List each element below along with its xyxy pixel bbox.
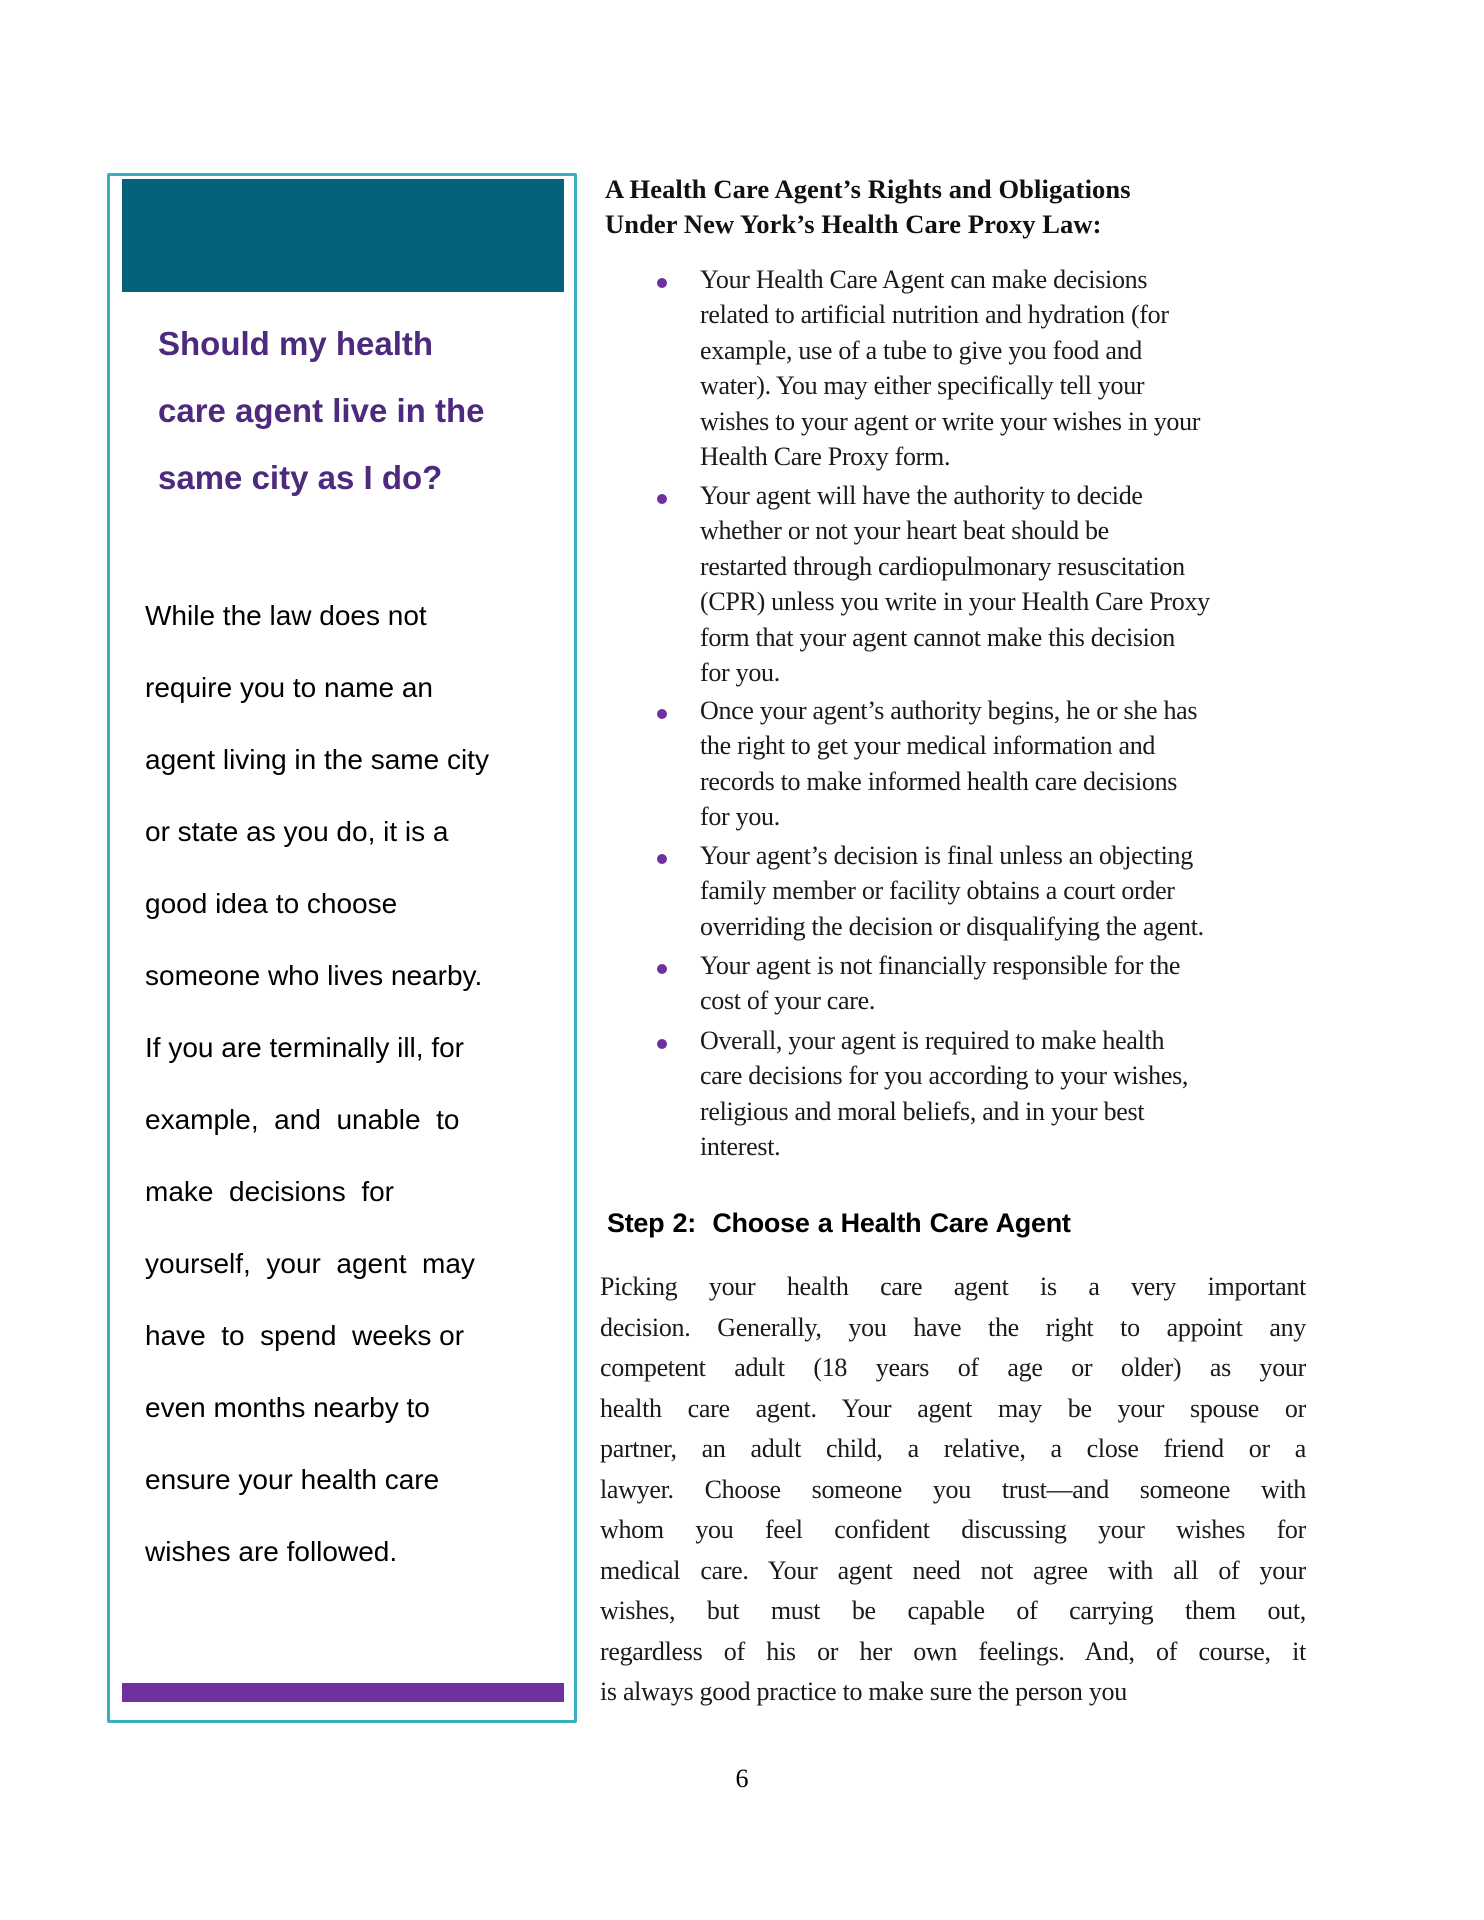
- page-number: 6: [735, 1764, 749, 1793]
- bullet-text: [700, 948, 1180, 1019]
- bullet-line: records to make informed health care decisions: [700, 766, 1178, 796]
- sidebar-title: [158, 310, 558, 511]
- sidebar-body-line: example, and unable to: [145, 1104, 460, 1135]
- heading-line: Under New York’s Health Care Proxy Law:: [605, 209, 1102, 239]
- bullet-line: the right to get your medical information and: [700, 731, 1156, 761]
- bullet-line: Your Health Care Agent can make decisions: [700, 265, 1148, 294]
- bullet-line: family member or facility obtains a court order: [700, 876, 1175, 906]
- paragraph-line: health care agent. Your agent may be your spouse or: [600, 1393, 1306, 1423]
- bullet-line: religious and moral beliefs, and in your best: [700, 1096, 1145, 1126]
- bullet-line: for you.: [700, 802, 780, 832]
- bullet-line: whether or not your heart beat should be: [700, 516, 1109, 546]
- sidebar-body-line: even months nearby to: [145, 1392, 430, 1423]
- bullet-icon: [657, 854, 667, 864]
- sidebar-body-line: While the law does not: [145, 600, 427, 631]
- bullet-line: for you.: [700, 657, 780, 687]
- sidebar-body-line: ensure your health care: [145, 1464, 440, 1495]
- paragraph-line: wishes, but must be capable of carrying them out,: [600, 1596, 1306, 1625]
- bullet-text: [700, 838, 1204, 944]
- bullet-text: [700, 693, 1197, 835]
- bullet-line: restarted through cardiopulmonary resuscitation: [700, 551, 1185, 581]
- bullet-text: [700, 262, 1200, 474]
- sidebar-body-line: agent living in the same city: [145, 744, 489, 775]
- sidebar-title-line: care agent live in the: [158, 392, 485, 429]
- sidebar-body-line: yourself, your agent may: [145, 1248, 475, 1279]
- bullet-icon: [657, 494, 667, 504]
- sidebar-body-line: wishes are followed.: [145, 1536, 398, 1567]
- sidebar-body-line: have to spend weeks or: [145, 1320, 465, 1351]
- bullet-line: care decisions for you according to your wishes,: [700, 1061, 1189, 1091]
- sidebar-header-band: [122, 179, 564, 292]
- bullet-icon: [657, 278, 667, 288]
- sidebar-body-line: or state as you do, it is a: [145, 816, 449, 847]
- main-column: [600, 0, 1320, 1920]
- paragraph-line: partner, an adult child, a relative, a close friend or a: [600, 1434, 1306, 1463]
- sidebar-body-line: good idea to choose: [145, 888, 398, 919]
- bullet-line: cost of your care.: [700, 986, 876, 1016]
- bullet-icon: [657, 964, 667, 974]
- bullet-line: interest.: [700, 1132, 781, 1162]
- paragraph-line: medical care. Your agent need not agree with all of your: [600, 1555, 1306, 1585]
- bullet-line: Health Care Proxy form.: [700, 441, 951, 471]
- bullet-line: Your agent’s decision is final unless an objecting: [700, 841, 1193, 870]
- paragraph-line: is always good practice to make sure the person you: [600, 1677, 1127, 1706]
- sidebar-title-line: Should my health: [158, 325, 434, 362]
- bullet-line: wishes to your agent or write your wishes in your: [700, 406, 1201, 436]
- heading-line: A Health Care Agent’s Rights and Obligations: [605, 174, 1131, 204]
- bullet-line: related to artificial nutrition and hydration (for: [700, 300, 1169, 330]
- bullet-text: [700, 1023, 1188, 1165]
- paragraph-line: whom you feel confident discussing your wishes for: [600, 1515, 1306, 1544]
- bullet-line: (CPR) unless you write in your Health Care Proxy: [700, 587, 1210, 617]
- sidebar-title-line: same city as I do?: [158, 459, 443, 496]
- sidebar-body-line: If you are terminally ill, for: [145, 1032, 464, 1063]
- bullet-line: example, use of a tube to give you food and: [700, 335, 1142, 365]
- sidebar-body-line: require you to name an: [145, 672, 433, 703]
- sidebar-body-line: make decisions for: [145, 1176, 394, 1207]
- paragraph-line: lawyer. Choose someone you trust—and someone with: [600, 1474, 1306, 1504]
- bullet-line: Your agent will have the authority to decide: [700, 481, 1143, 510]
- bullet-icon: [657, 709, 667, 719]
- paragraph-line: regardless of his or her own feelings. And, of course, it: [600, 1636, 1306, 1666]
- paragraph-line: competent adult (18 years of age or older) as your: [600, 1353, 1306, 1382]
- paragraph-line: decision. Generally, you have the right to appoint any: [600, 1312, 1306, 1342]
- bullet-text: [700, 478, 1210, 690]
- choose-agent-paragraph: [600, 1267, 1306, 1713]
- rights-obligations-heading: [605, 172, 1131, 242]
- sidebar-body-line: someone who lives nearby.: [145, 960, 483, 991]
- bullet-line: water). You may either specifically tell your: [700, 371, 1145, 401]
- bullet-line: Your agent is not financially responsible for the: [700, 951, 1181, 980]
- sidebar-callout-box: [107, 173, 577, 1723]
- bullet-line: Once your agent’s authority begins, he or she has: [700, 696, 1198, 725]
- sidebar-footer-bar: [122, 1683, 564, 1702]
- bullet-line: overriding the decision or disqualifying the agent.: [700, 911, 1204, 941]
- bullet-line: Overall, your agent is required to make health: [700, 1026, 1165, 1055]
- step-2-heading: Step 2: Choose a Health Care Agent: [607, 1208, 1071, 1238]
- bullet-line: form that your agent cannot make this decision: [700, 622, 1176, 652]
- bullet-icon: [657, 1039, 667, 1049]
- paragraph-line: Picking your health care agent is a very important: [600, 1272, 1306, 1301]
- sidebar-body-text: [145, 580, 555, 1588]
